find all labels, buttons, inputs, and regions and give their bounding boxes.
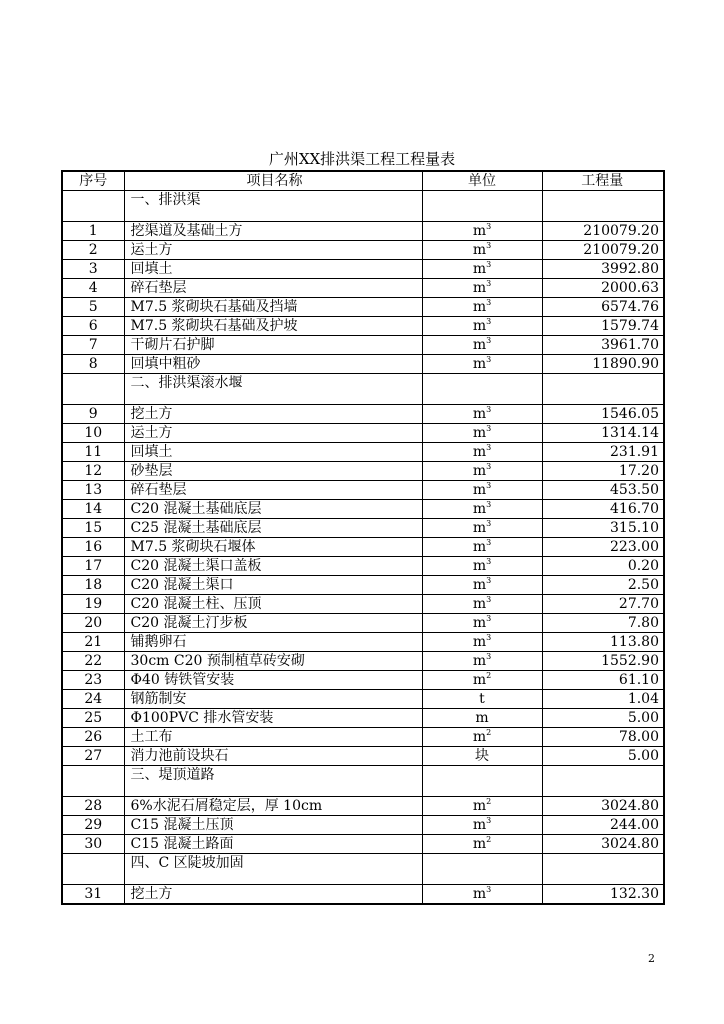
row-number: 29 <box>62 816 124 835</box>
quantity-value: 132.30 <box>542 885 664 905</box>
row-number: 11 <box>62 443 124 462</box>
unit-cell <box>422 835 542 854</box>
item-name: 碎石垫层 <box>124 279 422 298</box>
unit-cell <box>422 336 542 355</box>
quantity-value: 1552.90 <box>542 652 664 671</box>
unit-cell <box>422 576 542 595</box>
quantity-value: 3024.80 <box>542 797 664 816</box>
table-row <box>62 576 664 595</box>
table-row <box>62 835 664 854</box>
table-row <box>62 443 664 462</box>
row-number: 14 <box>62 500 124 519</box>
unit-text: m <box>472 425 487 441</box>
row-number: 21 <box>62 633 124 652</box>
unit-exponent: 3 <box>486 538 492 547</box>
unit-cell <box>422 462 542 481</box>
table-row <box>62 614 664 633</box>
unit-text: m <box>472 337 487 353</box>
quantity-value: 210079.20 <box>542 222 664 241</box>
table-row <box>62 355 664 374</box>
item-name: 6%水泥石屑稳定层，厚 10cm <box>124 797 422 816</box>
quantity-table-body <box>62 171 664 904</box>
quantity-value: 416.70 <box>542 500 664 519</box>
row-number: 15 <box>62 519 124 538</box>
table-header-row <box>62 171 664 191</box>
section-title: 二、排洪渠滚水堰 <box>124 374 422 405</box>
table-row <box>62 538 664 557</box>
quantity-value: 3961.70 <box>542 336 664 355</box>
table-row <box>62 633 664 652</box>
section-row <box>62 854 664 885</box>
unit-text: m <box>472 242 487 258</box>
row-number: 4 <box>62 279 124 298</box>
quantity-value: 0.20 <box>542 557 664 576</box>
quantity-value: 3024.80 <box>542 835 664 854</box>
item-name: C20 混凝土柱、压顶 <box>124 595 422 614</box>
table-row <box>62 709 664 728</box>
item-name: 铺鹅卵石 <box>124 633 422 652</box>
row-number: 27 <box>62 747 124 766</box>
unit-text: m <box>472 318 487 334</box>
row-number: 10 <box>62 424 124 443</box>
item-name: 挖土方 <box>124 405 422 424</box>
unit-cell <box>422 885 542 905</box>
row-number: 16 <box>62 538 124 557</box>
quantity-value: 61.10 <box>542 671 664 690</box>
unit-exponent: 3 <box>486 481 492 490</box>
item-name: 消力池前设块石 <box>124 747 422 766</box>
unit-exponent: 3 <box>486 241 492 250</box>
quantity-value: 3992.80 <box>542 260 664 279</box>
unit-text: m <box>472 577 487 593</box>
unit-cell <box>422 633 542 652</box>
unit-exponent: 3 <box>486 443 492 452</box>
row-number: 17 <box>62 557 124 576</box>
unit-text: m <box>472 558 487 574</box>
quantity-value: 5.00 <box>542 709 664 728</box>
unit-text: m <box>472 596 487 612</box>
unit-text: m <box>472 356 487 372</box>
unit-exponent: 3 <box>486 519 492 528</box>
section-quantity-cell <box>542 766 664 797</box>
item-name: 干砌片石护脚 <box>124 336 422 355</box>
unit-text: m <box>472 501 487 517</box>
unit-cell <box>422 481 542 500</box>
header-unit: 单位 <box>422 171 542 191</box>
unit-text: m <box>472 482 487 498</box>
unit-cell <box>422 222 542 241</box>
row-number: 28 <box>62 797 124 816</box>
unit-cell <box>422 652 542 671</box>
unit-cell <box>422 557 542 576</box>
quantity-value: 1546.05 <box>542 405 664 424</box>
item-name: C20 混凝土渠口 <box>124 576 422 595</box>
quantity-value: 11890.90 <box>542 355 664 374</box>
row-number: 7 <box>62 336 124 355</box>
quantity-value: 223.00 <box>542 538 664 557</box>
table-row <box>62 279 664 298</box>
row-number: 12 <box>62 462 124 481</box>
unit-exponent: 3 <box>486 424 492 433</box>
unit-cell <box>422 355 542 374</box>
unit-exponent: 3 <box>486 298 492 307</box>
table-row <box>62 690 664 709</box>
section-no-cell <box>62 191 124 222</box>
unit-cell <box>422 279 542 298</box>
section-no-cell <box>62 766 124 797</box>
page-number: 2 <box>648 952 655 965</box>
table-row <box>62 481 664 500</box>
row-number: 19 <box>62 595 124 614</box>
section-row <box>62 374 664 405</box>
unit-exponent: 3 <box>486 885 492 894</box>
table-row <box>62 885 664 905</box>
unit-text: m <box>472 261 487 277</box>
item-name: 钢筋制安 <box>124 690 422 709</box>
section-no-cell <box>62 854 124 885</box>
unit-text: m <box>472 463 487 479</box>
section-unit-cell <box>422 766 542 797</box>
quantity-value: 1.04 <box>542 690 664 709</box>
table-row <box>62 652 664 671</box>
unit-exponent: 3 <box>486 279 492 288</box>
row-number: 26 <box>62 728 124 747</box>
unit-exponent: 2 <box>486 797 492 806</box>
section-unit-cell <box>422 854 542 885</box>
row-number: 8 <box>62 355 124 374</box>
quantity-value: 27.70 <box>542 595 664 614</box>
row-number: 9 <box>62 405 124 424</box>
item-name: 运土方 <box>124 241 422 260</box>
quantity-value: 17.20 <box>542 462 664 481</box>
item-name: 砂垫层 <box>124 462 422 481</box>
unit-cell <box>422 671 542 690</box>
table-row <box>62 424 664 443</box>
row-number: 22 <box>62 652 124 671</box>
table-row <box>62 797 664 816</box>
item-name: 30cm C20 预制植草砖安砌 <box>124 652 422 671</box>
section-unit-cell <box>422 374 542 405</box>
unit-exponent: 3 <box>486 652 492 661</box>
item-name: 挖渠道及基础土方 <box>124 222 422 241</box>
table-row <box>62 241 664 260</box>
unit-text: m <box>472 729 487 745</box>
quantity-value: 113.80 <box>542 633 664 652</box>
quantity-value: 2000.63 <box>542 279 664 298</box>
item-name: M7.5 浆砌块石基础及挡墙 <box>124 298 422 317</box>
section-unit-cell <box>422 191 542 222</box>
unit-text: m <box>472 653 487 669</box>
header-item-name: 项目名称 <box>124 171 422 191</box>
table-row <box>62 816 664 835</box>
item-name: 回填中粗砂 <box>124 355 422 374</box>
unit-exponent: 3 <box>486 595 492 604</box>
item-name: C15 混凝土压顶 <box>124 816 422 835</box>
item-name: C15 混凝土路面 <box>124 835 422 854</box>
unit-exponent: 3 <box>486 816 492 825</box>
unit-text: m <box>472 444 487 460</box>
section-title: 四、C 区陡坡加固 <box>124 854 422 885</box>
unit-text: m <box>475 710 489 726</box>
table-row <box>62 462 664 481</box>
quantity-value: 1579.74 <box>542 317 664 336</box>
unit-exponent: 3 <box>486 576 492 585</box>
row-number: 6 <box>62 317 124 336</box>
unit-exponent: 3 <box>486 336 492 345</box>
unit-exponent: 2 <box>486 835 492 844</box>
unit-cell <box>422 519 542 538</box>
row-number: 31 <box>62 885 124 905</box>
unit-text: m <box>472 886 487 902</box>
table-row <box>62 595 664 614</box>
table-row <box>62 317 664 336</box>
table-title: 广州XX排洪渠工程工程量表 <box>268 150 456 168</box>
table-row <box>62 728 664 747</box>
unit-text: m <box>472 223 487 239</box>
unit-cell <box>422 500 542 519</box>
row-number: 1 <box>62 222 124 241</box>
row-number: 3 <box>62 260 124 279</box>
unit-text: m <box>472 539 487 555</box>
table-row <box>62 557 664 576</box>
unit-cell <box>422 595 542 614</box>
section-quantity-cell <box>542 374 664 405</box>
section-title: 三、堤顶道路 <box>124 766 422 797</box>
unit-cell <box>422 816 542 835</box>
unit-cell <box>422 241 542 260</box>
unit-cell <box>422 709 542 728</box>
unit-text: m <box>472 817 487 833</box>
unit-text: m <box>472 634 487 650</box>
unit-exponent: 2 <box>486 728 492 737</box>
unit-exponent: 3 <box>486 633 492 642</box>
section-quantity-cell <box>542 854 664 885</box>
row-number: 5 <box>62 298 124 317</box>
quantity-value: 2.50 <box>542 576 664 595</box>
unit-text: m <box>472 406 487 422</box>
unit-cell <box>422 728 542 747</box>
quantity-value: 6574.76 <box>542 298 664 317</box>
section-no-cell <box>62 374 124 405</box>
item-name: 回填土 <box>124 443 422 462</box>
unit-exponent: 3 <box>486 557 492 566</box>
quantity-value: 1314.14 <box>542 424 664 443</box>
item-name: 挖土方 <box>124 885 422 905</box>
item-name: C25 混凝土基础底层 <box>124 519 422 538</box>
unit-text: m <box>472 798 487 814</box>
unit-cell <box>422 260 542 279</box>
unit-text: m <box>472 672 487 688</box>
table-row <box>62 222 664 241</box>
row-number: 20 <box>62 614 124 633</box>
unit-exponent: 3 <box>486 405 492 414</box>
unit-text: m <box>472 520 487 536</box>
unit-text: m <box>472 299 487 315</box>
item-name: 土工布 <box>124 728 422 747</box>
unit-cell <box>422 538 542 557</box>
item-name: Φ40 铸铁管安装 <box>124 671 422 690</box>
quantity-value: 210079.20 <box>542 241 664 260</box>
quantity-table <box>61 170 665 905</box>
unit-cell <box>422 614 542 633</box>
unit-cell <box>422 298 542 317</box>
quantity-value: 7.80 <box>542 614 664 633</box>
unit-text: m <box>472 615 487 631</box>
quantity-value: 453.50 <box>542 481 664 500</box>
row-number: 30 <box>62 835 124 854</box>
unit-cell <box>422 405 542 424</box>
table-row <box>62 260 664 279</box>
unit-cell <box>422 443 542 462</box>
unit-exponent: 3 <box>486 355 492 364</box>
unit-cell <box>422 424 542 443</box>
row-number: 2 <box>62 241 124 260</box>
section-title: 一、排洪渠 <box>124 191 422 222</box>
item-name: M7.5 浆砌块石堰体 <box>124 538 422 557</box>
item-name: C20 混凝土基础底层 <box>124 500 422 519</box>
unit-exponent: 3 <box>486 222 492 231</box>
unit-text: m <box>472 280 487 296</box>
item-name: C20 混凝土渠口盖板 <box>124 557 422 576</box>
section-row <box>62 191 664 222</box>
table-row <box>62 336 664 355</box>
unit-exponent: 3 <box>486 317 492 326</box>
row-number: 25 <box>62 709 124 728</box>
table-row <box>62 298 664 317</box>
unit-exponent: 3 <box>486 462 492 471</box>
unit-text: t <box>479 691 485 707</box>
section-quantity-cell <box>542 191 664 222</box>
table-row <box>62 405 664 424</box>
row-number: 13 <box>62 481 124 500</box>
item-name: 回填土 <box>124 260 422 279</box>
unit-exponent: 3 <box>486 614 492 623</box>
item-name: Φ100PVC 排水管安装 <box>124 709 422 728</box>
table-row <box>62 500 664 519</box>
unit-exponent: 3 <box>486 500 492 509</box>
item-name: 运土方 <box>124 424 422 443</box>
unit-cell <box>422 747 542 766</box>
unit-exponent: 3 <box>486 260 492 269</box>
unit-text: 块 <box>475 748 489 764</box>
unit-cell <box>422 690 542 709</box>
table-row <box>62 671 664 690</box>
row-number: 18 <box>62 576 124 595</box>
unit-text: m <box>472 836 487 852</box>
header-no: 序号 <box>62 171 124 191</box>
item-name: M7.5 浆砌块石基础及护坡 <box>124 317 422 336</box>
row-number: 24 <box>62 690 124 709</box>
item-name: C20 混凝土汀步板 <box>124 614 422 633</box>
unit-cell <box>422 317 542 336</box>
table-row <box>62 747 664 766</box>
table-row <box>62 519 664 538</box>
row-number: 23 <box>62 671 124 690</box>
header-quantity: 工程量 <box>542 171 664 191</box>
unit-cell <box>422 797 542 816</box>
section-row <box>62 766 664 797</box>
quantity-value: 244.00 <box>542 816 664 835</box>
unit-exponent: 2 <box>486 671 492 680</box>
quantity-value: 5.00 <box>542 747 664 766</box>
item-name: 碎石垫层 <box>124 481 422 500</box>
quantity-value: 315.10 <box>542 519 664 538</box>
quantity-value: 78.00 <box>542 728 664 747</box>
quantity-value: 231.91 <box>542 443 664 462</box>
